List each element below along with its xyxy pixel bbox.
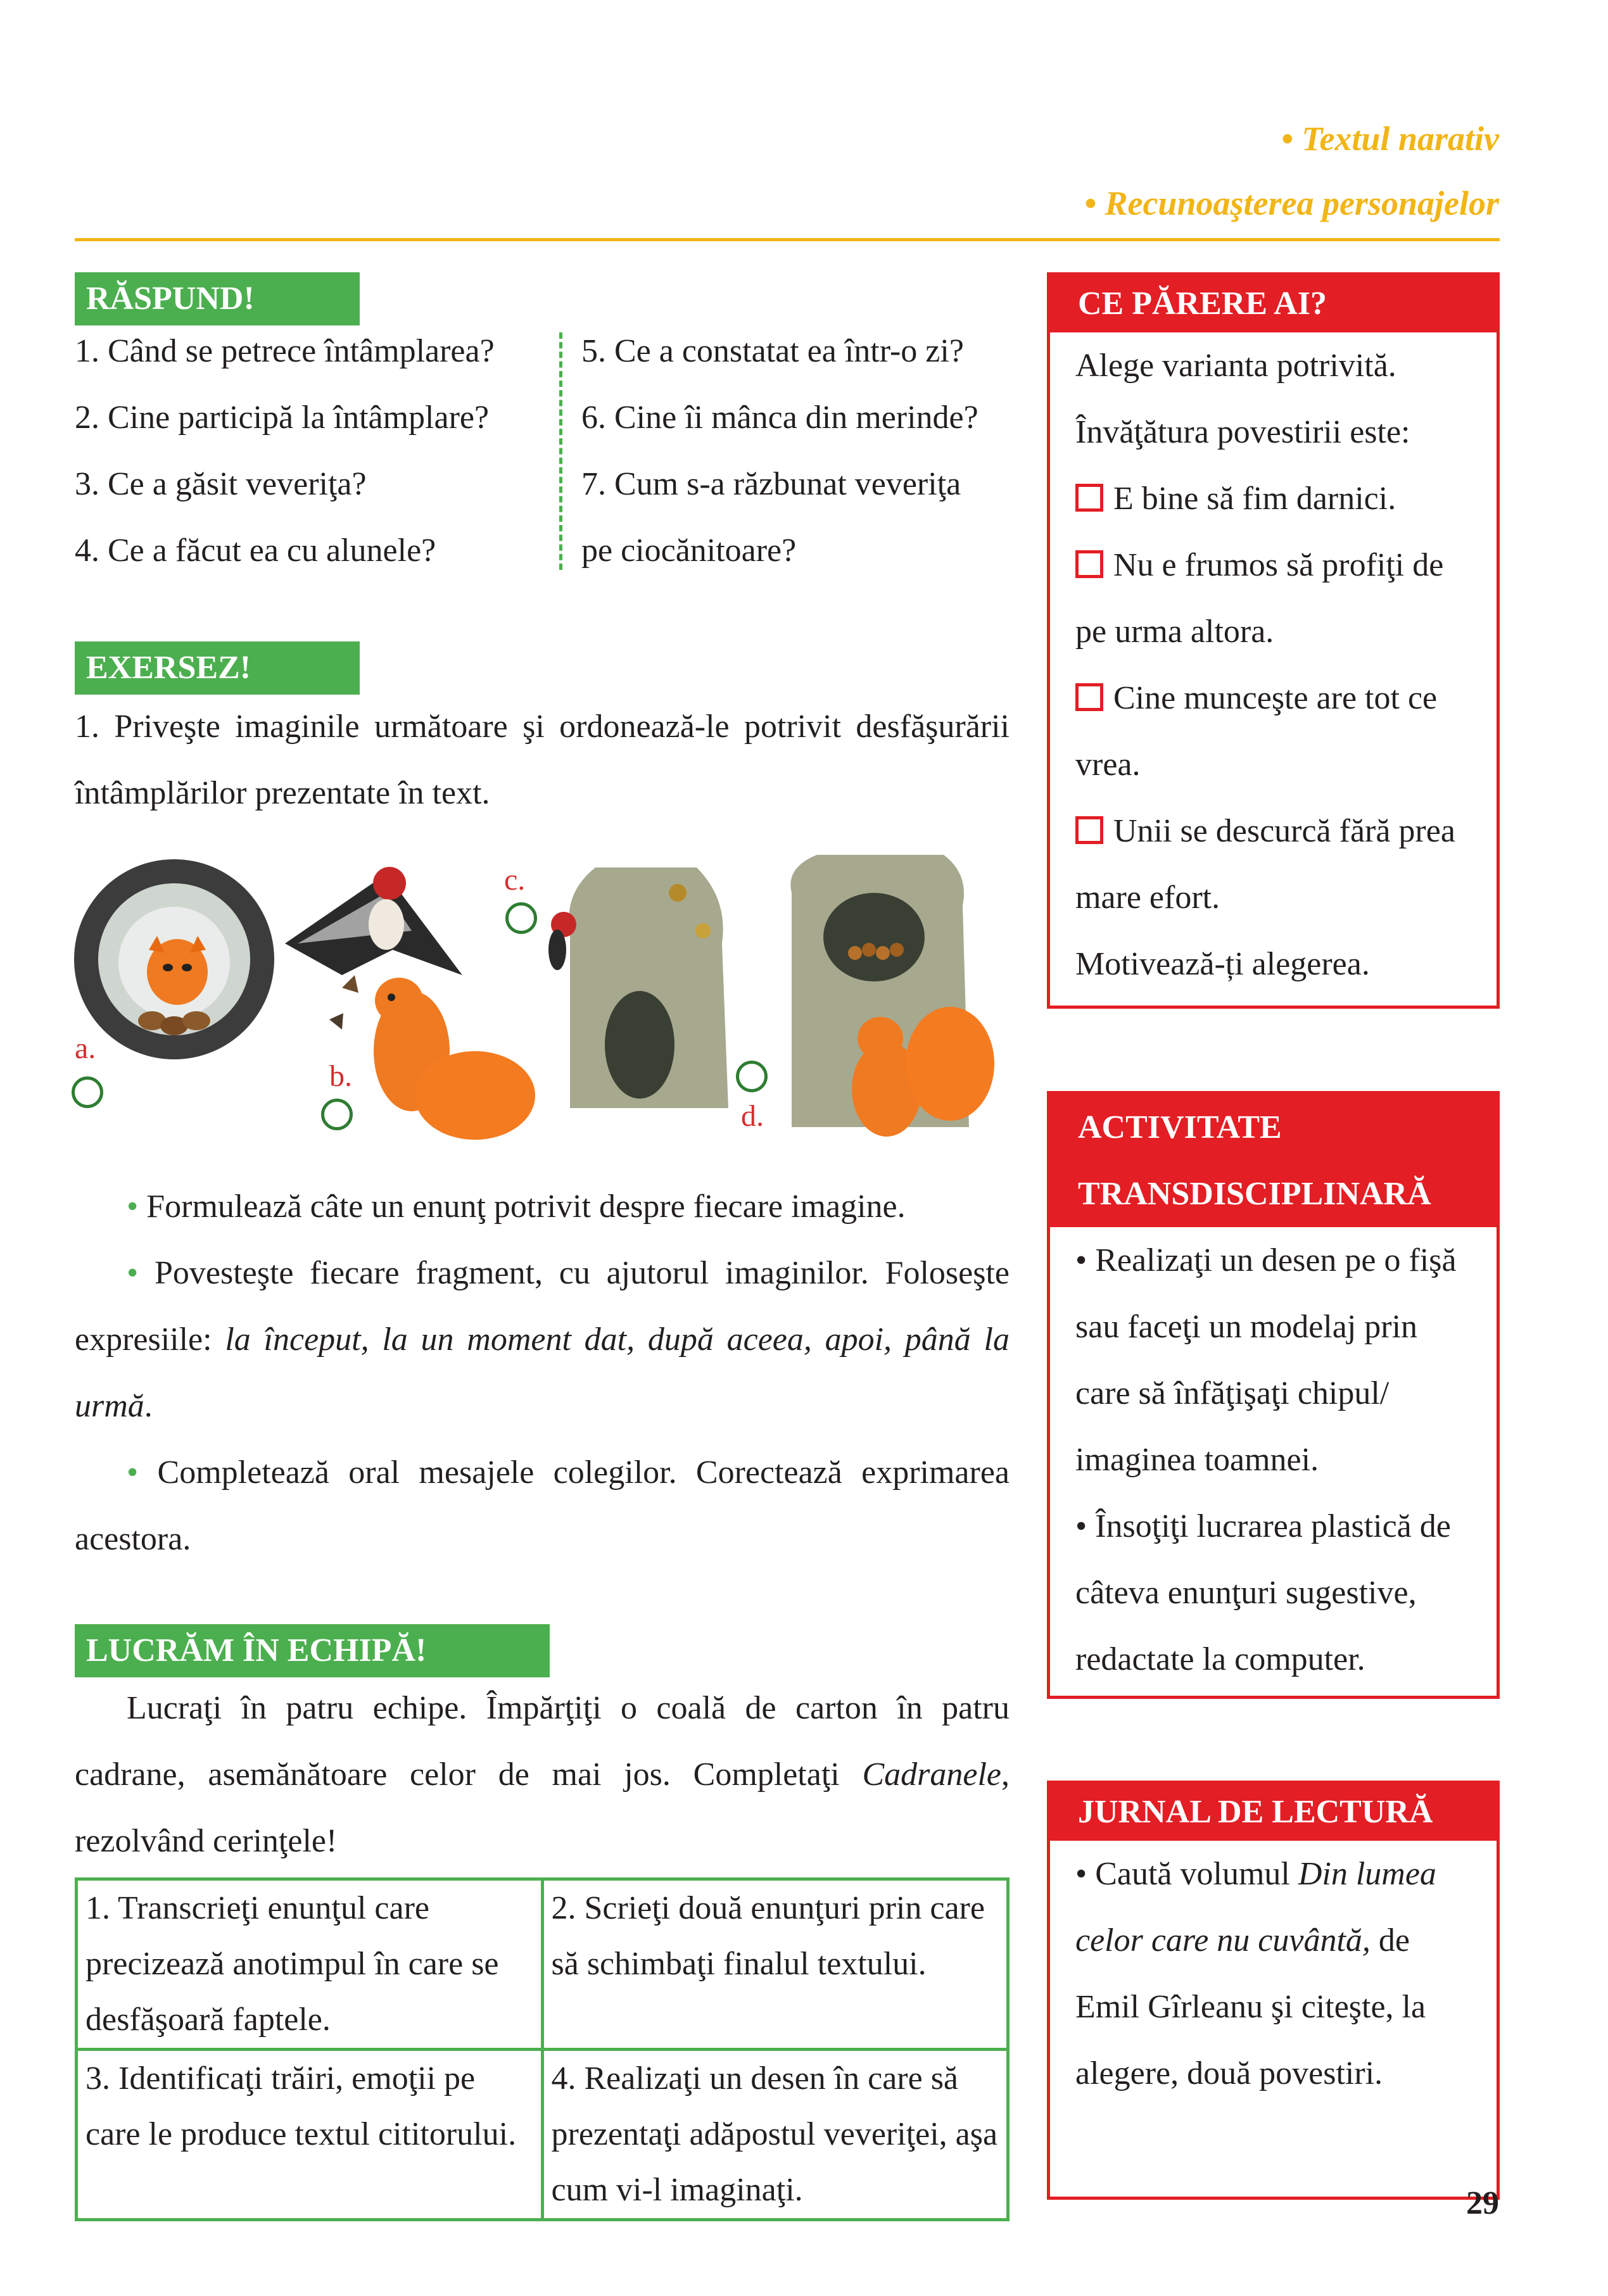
exersez-instruction-text: 1. Priveşte imaginile următoare şi ordonează-le potrivit desfăşurării întâmplărilor prezentate în text. xyxy=(75,709,1010,811)
illustration-a xyxy=(74,859,274,1059)
quadrant-2: 2. Scrieţi două enunţuri prin care să schimbaţi finalul textului. xyxy=(542,1879,1008,2050)
question-1: 1. Când se petrece întâmplarea? xyxy=(75,333,495,369)
illustration-d xyxy=(735,855,1026,1152)
jurnal-text: • Caută volumul Din lumea celor care nu cuvântă, de Emil Gîrleanu şi citeşte, la alegere, două povestiri. xyxy=(1075,1856,1436,2091)
echipa-title: LUCRĂM ÎN ECHIPĂ! xyxy=(75,1624,550,1677)
header-rule xyxy=(75,238,1500,241)
quadrants-table xyxy=(75,1877,1010,2221)
checkbox-3[interactable] xyxy=(1075,683,1103,711)
image-label-a: a. xyxy=(75,1031,96,1065)
question-7-cont: pe ciocănitoare? xyxy=(581,533,797,569)
option-3[interactable]: Cine munceşte are tot ce vrea. xyxy=(1075,680,1438,783)
illustration-c xyxy=(548,867,728,1108)
option-2[interactable]: Nu e frumos să profiţi de pe urma altora. xyxy=(1075,547,1444,650)
exersez-title: EXERSEZ! xyxy=(75,641,360,695)
question-5: 5. Ce a constatat ea într-o zi? xyxy=(581,333,964,369)
transdisciplinara-box xyxy=(1047,1091,1500,1699)
parere-title: CE PĂRERE AI? xyxy=(1050,275,1497,332)
checkbox-1[interactable] xyxy=(1075,484,1103,512)
transdisciplinara-title: ACTIVITATE TRANSDISCIPLINARĂ xyxy=(1050,1094,1497,1227)
option-4[interactable]: Unii se descurcă fără prea mare efort. xyxy=(1075,813,1455,916)
order-circle-c[interactable] xyxy=(505,902,537,934)
jurnal-box xyxy=(1047,1781,1500,2200)
column-divider xyxy=(559,332,562,570)
page-number: 29 xyxy=(1466,2185,1499,2221)
quadrant-1: 1. Transcrieţi enunţul care precizează anotimpul în care se desfăşoară faptele. xyxy=(77,1879,543,2050)
transdisciplinara-item-1: • Realizaţi un desen pe o fişă sau faceţi un modelaj prin care să înfăţişaţi chipul/ imaginea toamnei. xyxy=(1075,1242,1457,1478)
image-label-b: b. xyxy=(329,1059,352,1093)
question-2: 2. Cine participă la întâmplare? xyxy=(75,400,490,436)
story-illustrations xyxy=(70,855,1026,1152)
option-1[interactable]: E bine să fim darnici. xyxy=(1075,465,1471,532)
echipa-intro: Lucraţi în patru echipe. Împărţiţi o coală de carton în patru cadrane, asemănătoare celor de mai jos. Completaţi Cadranele, rezolvând cerinţele! xyxy=(75,1690,1010,1859)
order-circle-d[interactable] xyxy=(736,1061,768,1092)
quadrant-3: 3. Identificaţi trăiri, emoţii pe care le produce textul cititorului. xyxy=(77,2050,543,2220)
question-4: 4. Ce a făcut ea cu alunele? xyxy=(75,533,436,569)
exersez-instruction xyxy=(75,693,1010,826)
image-label-d: d. xyxy=(741,1099,764,1133)
question-7: 7. Cum s-a răzbunat veveriţa xyxy=(581,466,961,502)
transdisciplinara-item-2: • Însoţiţi lucrarea plastică de câteva enunţuri sugestive, redactate la computer. xyxy=(1075,1508,1451,1677)
parere-box xyxy=(1047,272,1500,1009)
checkbox-4[interactable] xyxy=(1075,816,1103,844)
exersez-bullets xyxy=(75,1173,1010,1572)
checkbox-2[interactable] xyxy=(1075,550,1103,578)
topic-characters: • Recunoaşterea personajelor xyxy=(1084,184,1499,222)
parere-closing: Motivează-ți alegerea. xyxy=(1075,946,1370,982)
raspund-title: RĂSPUND! xyxy=(75,272,360,325)
quadrant-4: 4. Realizaţi un desen în care să prezentaţi adăpostul veveriţei, aşa cum vi-l imaginaţi. xyxy=(542,2050,1008,2220)
bullet-3: • Completează oral mesajele colegilor. Corectează exprimarea acestora. xyxy=(75,1454,1010,1557)
parere-line2: Învăţătura povestirii este: xyxy=(1075,414,1410,450)
bullet-1: • Formulează câte un enunţ potrivit despre fiecare imagine. xyxy=(127,1189,906,1225)
parere-line1: Alege varianta potrivită. xyxy=(1075,348,1396,384)
image-label-c: c. xyxy=(504,863,526,897)
question-6: 6. Cine îi mânca din merinde? xyxy=(581,400,978,436)
topic-narrative-text: • Textul narativ xyxy=(1281,120,1499,158)
bullet-2: • Povesteşte fiecare fragment, cu ajutorul imaginilor. Foloseşte expresiile: la început, la un moment dat, după aceea, apoi, până la urmă. xyxy=(75,1255,1010,1424)
illustration-b xyxy=(285,867,535,1140)
jurnal-title: JURNAL DE LECTURĂ xyxy=(1050,1784,1497,1841)
question-3: 3. Ce a găsit veveriţa? xyxy=(75,466,367,502)
order-circle-a[interactable] xyxy=(72,1076,103,1108)
order-circle-b[interactable] xyxy=(321,1099,353,1130)
